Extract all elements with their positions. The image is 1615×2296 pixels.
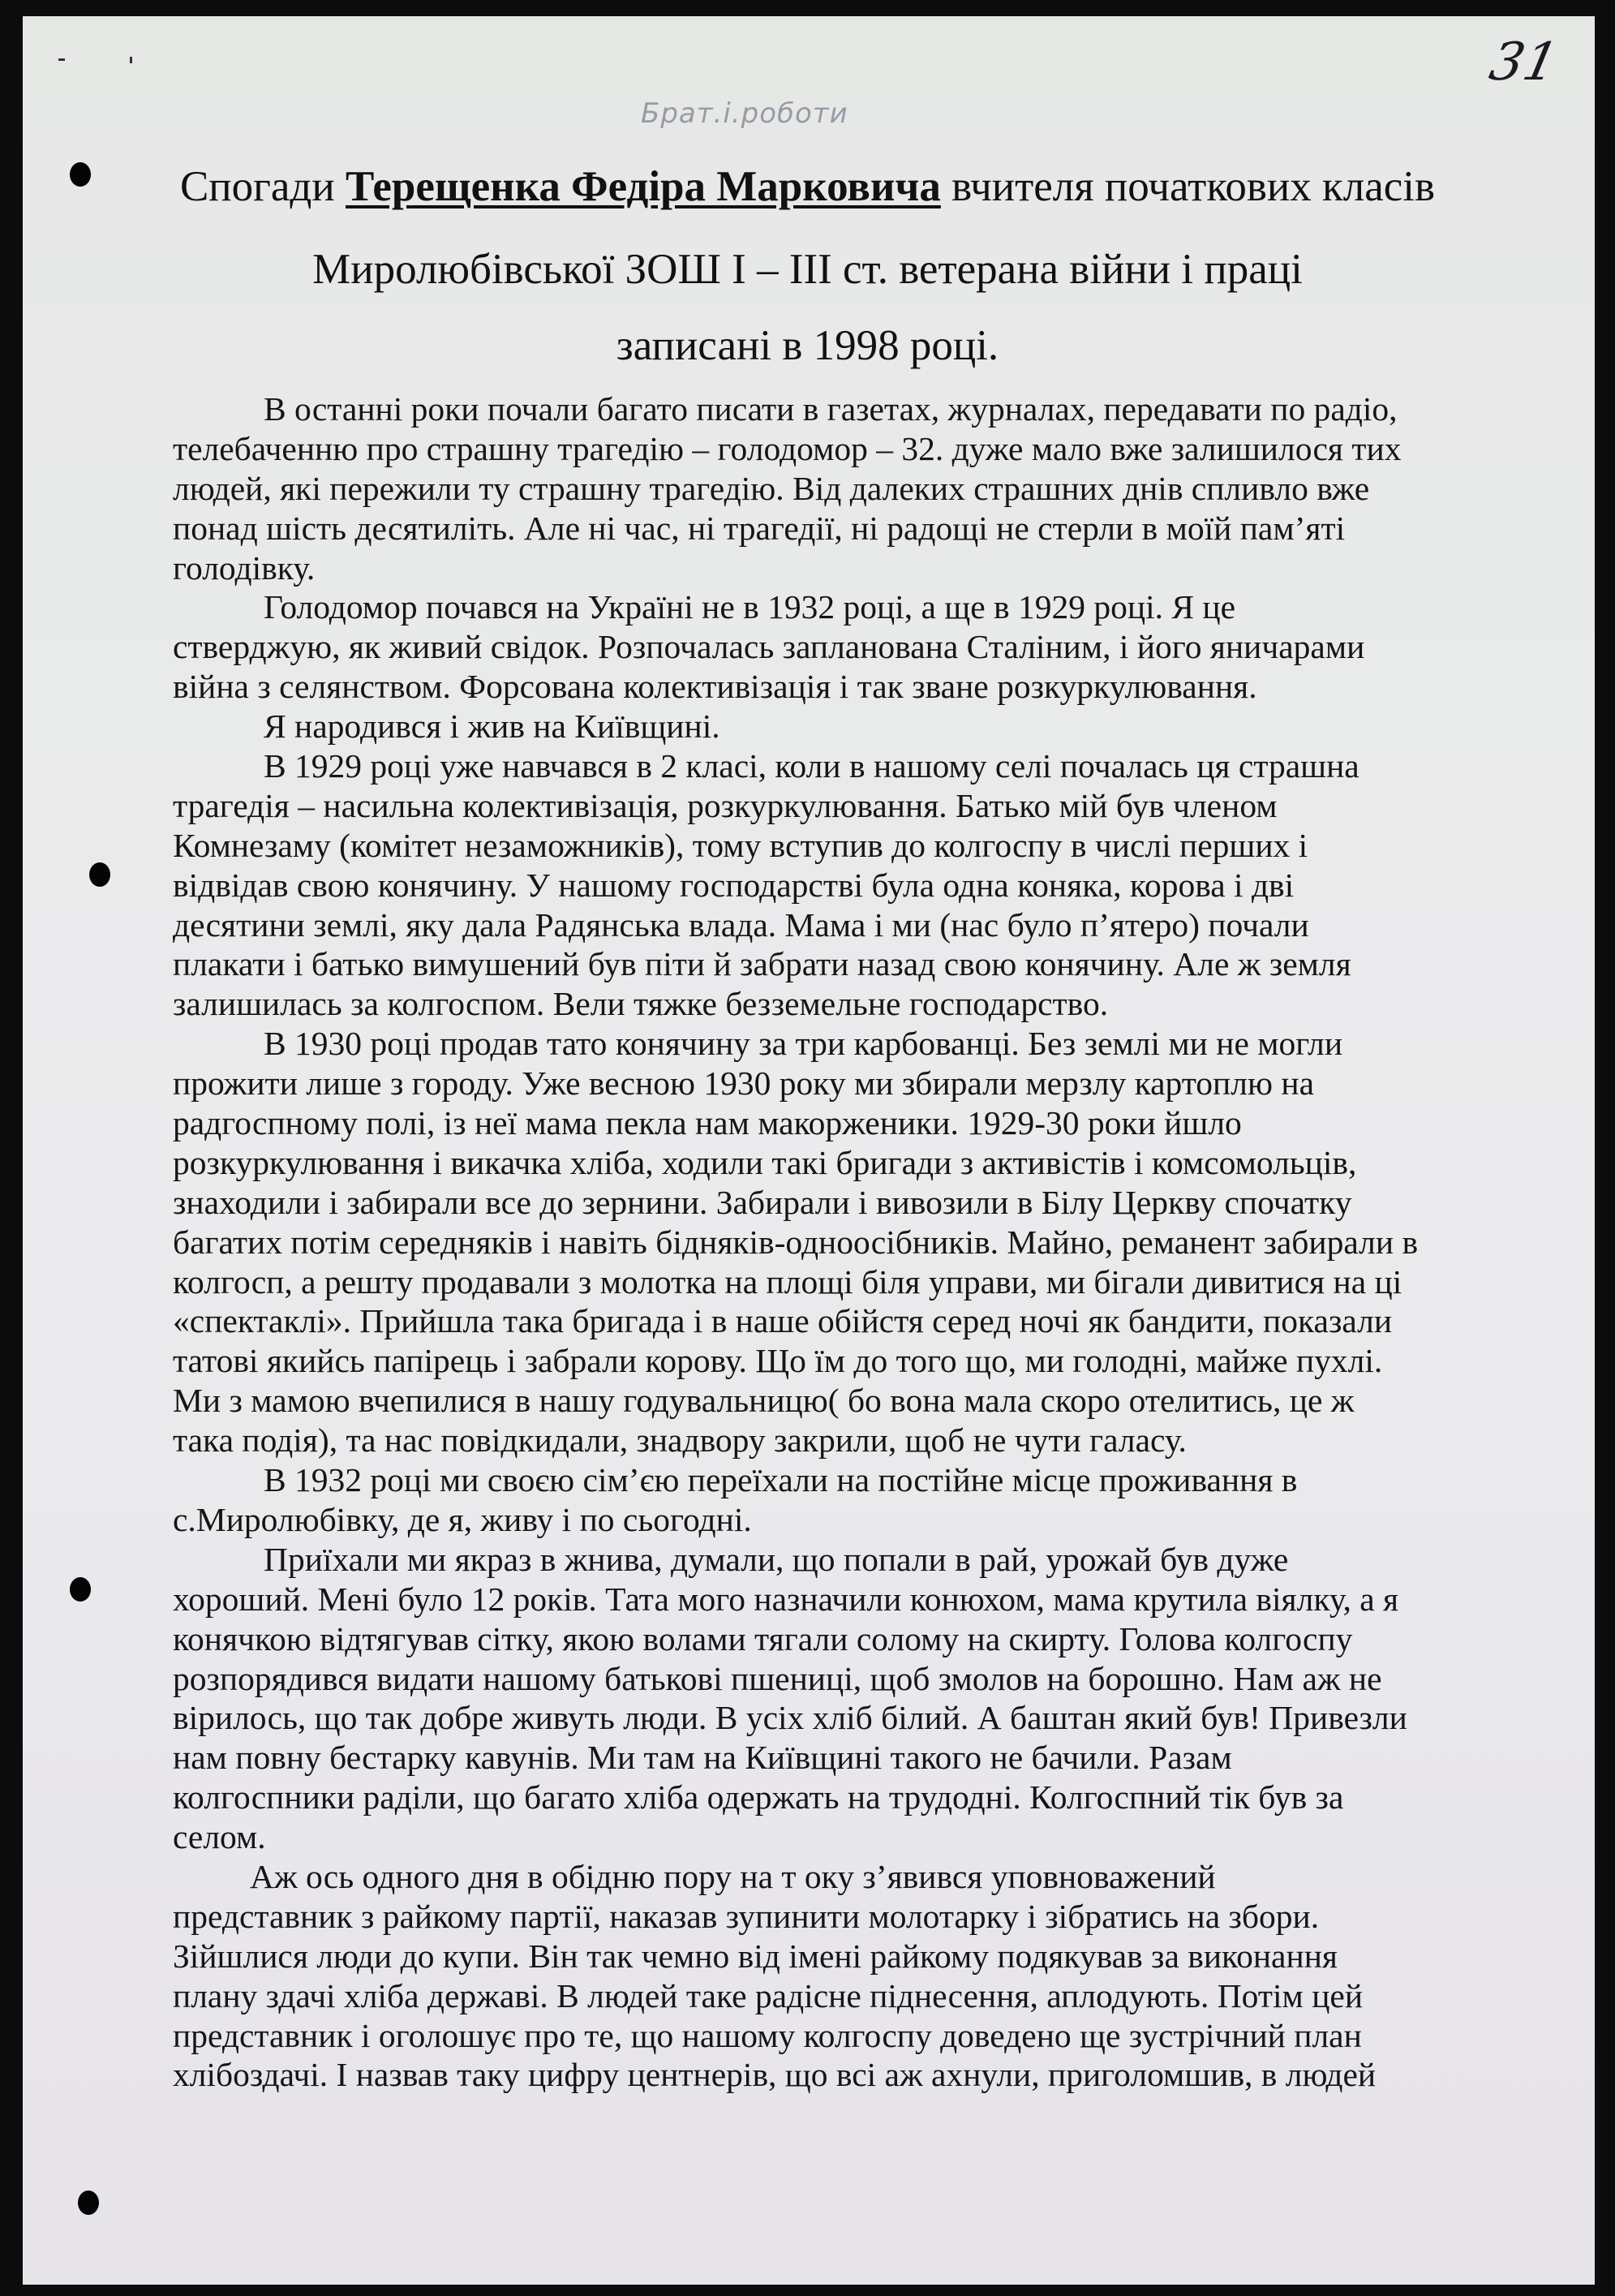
text-line: татові якийсь папірець і забрали корову. Що їм до того що, ми голодні, майже пухлі. xyxy=(173,1342,1383,1380)
title-line-2: Миролюбівської ЗОШ І – ІІІ ст. ветерана війни і праці xyxy=(312,246,1303,293)
paragraph xyxy=(173,1024,1471,1460)
text-line: Голодомор почався на Україні не в 1932 році, а ще в 1929 році. Я це xyxy=(264,588,1236,626)
text-line: с.Миролюбівку, де я, живу і по сьогодні. xyxy=(173,1500,752,1538)
pencil-note: Брат.і.роботи xyxy=(641,97,848,130)
text-line: колгосп, а решту продавали з молотка на площі біля управи, ми бігали дивитися на ці xyxy=(173,1262,1402,1301)
text-line: Зійшлися люди до купи. Він так чемно від імені райкому подякував за виконання xyxy=(173,1937,1338,1975)
text-line: розкуркулювання і викачка хліба, ходили такі бригади з активістів і комсомольців, xyxy=(173,1143,1357,1181)
text-line: стверджую, як живий свідок. Розпочалась запланована Сталіним, і його яничарами xyxy=(173,628,1365,666)
text-line: розпорядився видати нашому батькові пшениці, щоб змолов на борошно. Нам аж не xyxy=(173,1659,1382,1697)
text-line: Я народився і жив на Київщині. xyxy=(264,707,720,746)
paragraph xyxy=(173,587,1471,707)
paragraph xyxy=(173,1460,1471,1540)
handwritten-page-number: 31 xyxy=(1484,32,1564,92)
text-line: Ми з мамою вчепилися в нашу годувальницю( бо вона мала скоро отелитись, це ж xyxy=(173,1382,1355,1420)
text-line: колгоспники раділи, що багато хліба одержать на трудодні. Колгоспний тік був за xyxy=(173,1778,1344,1817)
paragraph xyxy=(173,707,1471,746)
text-line: телебаченню про страшну трагедію – голодомор – 32. дуже мало вже залишилося тих xyxy=(173,429,1402,467)
text-line: голодівку. xyxy=(173,548,316,587)
text-line: В 1929 році уже навчався в 2 класі, коли в нашому селі почалась ця страшна xyxy=(264,747,1359,785)
text-line: представник і оголошує про те, що нашому колгоспу доведено ще зустрічний план xyxy=(173,2016,1362,2054)
text-line: прожити лише з городу. Уже весною 1930 року ми збирали мерзлу картоплю на xyxy=(173,1064,1314,1103)
text-line: радгоспному полі, із неї мама пекла нам макорженики. 1929-30 роки йшло xyxy=(173,1104,1242,1142)
text-line: селом. xyxy=(173,1818,266,1856)
text-line: відвідав свою конячину. У нашому господарстві була одна коняка, корова і дві xyxy=(173,866,1295,904)
text-line: трагедія – насильна колективізація, розкуркулювання. Батько мій був членом xyxy=(173,786,1278,824)
text-line: вірилось, що так добре живуть люди. В усіх хліб білий. А баштан який був! Привезли xyxy=(173,1699,1407,1737)
text-line: знаходили і забирали все до зернини. Забирали і вивозили в Білу Церкву спочатку xyxy=(173,1183,1352,1221)
title-person-name: Терещенка Федіра Марковича xyxy=(346,163,941,210)
scan-mark xyxy=(130,57,132,63)
text-line: В останні роки почали багато писати в газетах, журналах, передавати по радіо, xyxy=(264,390,1398,428)
text-line: плакати і батько вимушений був піти й забрати назад свою конячину. Але ж земля xyxy=(173,945,1351,983)
text-line: така подія), та нас повідкидали, знадвору закрили, щоб не чути галасу. xyxy=(173,1421,1187,1460)
punch-hole xyxy=(89,862,110,887)
text-line: багатих потім середняків і навіть бідняків-одноосібників. Майно, реманент забирали в xyxy=(173,1223,1419,1261)
paragraph xyxy=(173,746,1471,1024)
title-line-3: записані в 1998 році. xyxy=(616,322,999,369)
punch-hole xyxy=(70,1577,91,1602)
text-line: В 1930 році продав тато конячину за три карбованці. Без землі ми не могли xyxy=(264,1025,1343,1063)
scan-mark xyxy=(58,58,65,61)
text-line: нам повну бестарку кавунів. Ми там на Київщині такого не бачили. Разам xyxy=(173,1739,1232,1777)
document-body xyxy=(173,389,1471,2095)
text-line: десятини землі, яку дала Радянська влада. Мама і ми (нас було п’ятеро) почали xyxy=(173,905,1309,944)
title-suffix: вчителя початкових класів xyxy=(951,163,1436,210)
text-line: конячкою відтягував сітку, якою волами тягали солому на скирту. Голова колгоспу xyxy=(173,1619,1353,1658)
paragraph xyxy=(173,1540,1471,1857)
text-line: плану здачі хліба державі. В людей таке радісне піднесення, аплодують. Потім цей xyxy=(173,1976,1364,2014)
text-line: війна з селянством. Форсована колективізація і так зване розкуркулювання. xyxy=(173,668,1257,706)
text-line: В 1932 році ми своєю сім’єю переїхали на постійне місце проживання в xyxy=(264,1461,1298,1499)
paragraph xyxy=(173,389,1471,587)
text-line: «спектаклі». Прийшла така бригада і в наше обійстя серед ночі як бандити, показали xyxy=(173,1302,1393,1340)
text-line: представник з райкому партії, наказав зупинити молотарку і зібратись на збори. xyxy=(173,1897,1320,1935)
paragraph xyxy=(173,1857,1471,2095)
title-prefix: Спогади xyxy=(179,163,335,210)
text-line: людей, які пережили ту страшну трагедію. Від далеких страшних днів спливло вже xyxy=(173,469,1370,507)
text-line: хлібоздачі. І назвав таку цифру центнерів, що всі аж ахнули, приголомшив, в людей xyxy=(173,2056,1377,2094)
punch-hole xyxy=(78,2191,99,2215)
text-line: залишилась за колгоспом. Вели тяжке безземельне господарство. xyxy=(173,985,1109,1023)
text-line: понад шість десятиліть. Але ні час, ні трагедії, ні радощі не стерли в моїй пам’яті xyxy=(173,509,1346,547)
title-line-1 xyxy=(0,162,1615,211)
text-line: хороший. Мені було 12 років. Тата мого назначили конюхом, мама крутила віялку, а я xyxy=(173,1580,1399,1618)
text-line: Комнезаму (комітет незаможників), тому вступив до колгоспу в числі перших і xyxy=(173,826,1308,864)
text-line: Аж ось одного дня в обідню пору на т оку з’явився уповноважений xyxy=(250,1857,1216,1895)
text-line: Приїхали ми якраз в жнива, думали, що попали в рай, урожай був дуже xyxy=(264,1540,1289,1578)
